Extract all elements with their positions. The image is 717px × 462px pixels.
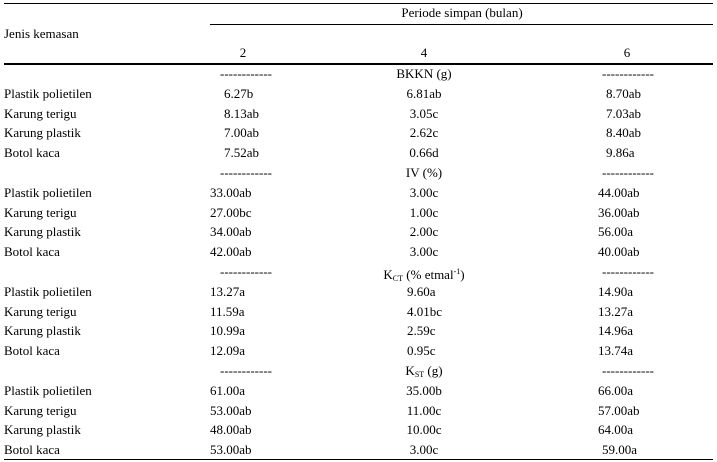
section-dashes-right: ------------ <box>602 165 654 180</box>
row-name: Karung terigu <box>4 304 77 319</box>
cell-value: 53.00ab <box>210 403 252 418</box>
cell-value: 8.13ab <box>224 106 260 121</box>
section-dashes-left: ------------ <box>220 66 272 81</box>
period-header-2: 2 <box>239 45 247 60</box>
cell-value: 8.40ab <box>606 125 642 140</box>
section-dashes-right: ------------ <box>602 363 654 378</box>
row-name: Plastik polietilen <box>4 86 92 101</box>
cell-value: 2.00c <box>409 224 439 239</box>
cell-value: 14.96a <box>598 323 634 338</box>
cell-value: 3.00c <box>409 185 439 200</box>
cell-value: 8.70ab <box>606 86 642 101</box>
row-name: Karung plastik <box>4 125 81 140</box>
cell-value: 61.00a <box>210 383 246 398</box>
cell-value: 10.00c <box>406 422 442 437</box>
row-name: Karung plastik <box>4 323 81 338</box>
cell-value: 10.99a <box>210 323 246 338</box>
cell-value: 9.60a <box>407 284 436 299</box>
cell-value: 4.01bc <box>407 304 443 319</box>
cell-value: 7.00ab <box>224 125 260 140</box>
header-bottom-rule <box>4 63 713 65</box>
section-label-subscript: ST <box>414 370 425 379</box>
row-name: Botol kaca <box>4 244 60 259</box>
cell-value: 44.00ab <box>598 185 640 200</box>
cell-value: 14.90a <box>598 284 634 299</box>
row-name: Plastik polietilen <box>4 383 92 398</box>
cell-value: 0.95c <box>407 343 436 358</box>
cell-value: 48.00ab <box>210 422 252 437</box>
period-header-6: 6 <box>623 45 631 60</box>
row-header-label: Jenis kemasan <box>4 26 79 41</box>
section-label-main: K <box>383 267 393 282</box>
cell-value: 35.00b <box>406 383 442 398</box>
section-label-bkkn: BKKN (g) <box>396 66 452 81</box>
section-label-end: (g) <box>424 363 443 378</box>
section-dashes-left: ------------ <box>220 165 272 180</box>
section-label-iv: IV (%) <box>405 165 443 180</box>
row-name: Plastik polietilen <box>4 284 92 299</box>
cell-value: 1.00c <box>409 205 439 220</box>
section-label-subscript: CT <box>392 274 404 283</box>
cell-value: 53.00ab <box>210 442 252 457</box>
cell-value: 27.00bc <box>210 205 252 220</box>
cell-value: 9.86a <box>606 145 635 160</box>
cell-value: 12.09a <box>210 343 246 358</box>
cell-value: 7.52ab <box>224 145 260 160</box>
cell-value: 2.62c <box>409 125 439 140</box>
cell-value: 7.03ab <box>606 106 642 121</box>
row-name: Karung terigu <box>4 106 77 121</box>
cell-value: 6.81ab <box>406 86 442 101</box>
section-label-unit: (% etmal <box>403 267 454 282</box>
cell-value: 11.00c <box>406 403 442 418</box>
cell-value: 64.00a <box>598 422 634 437</box>
section-label-end: ) <box>460 267 465 282</box>
cell-value: 6.27b <box>224 86 254 101</box>
top-rule <box>4 3 713 4</box>
section-label-superscript: -1 <box>453 267 461 276</box>
cell-value: 40.00ab <box>598 244 640 259</box>
row-name: Karung plastik <box>4 422 81 437</box>
cell-value: 36.00ab <box>598 205 640 220</box>
row-name: Botol kaca <box>4 442 60 457</box>
cell-value: 3.00c <box>409 244 439 259</box>
row-name: Karung terigu <box>4 205 77 220</box>
row-name: Karung terigu <box>4 403 77 418</box>
section-dashes-left: ------------ <box>220 264 272 279</box>
group-header-rule <box>210 24 713 25</box>
cell-value: 59.00a <box>602 442 638 457</box>
cell-value: 66.00a <box>598 383 634 398</box>
cell-value: 2.59c <box>407 323 436 338</box>
section-label-kst <box>405 363 442 383</box>
row-name: Botol kaca <box>4 145 60 160</box>
cell-value: 0.66d <box>409 145 439 160</box>
row-name: Plastik polietilen <box>4 185 92 200</box>
cell-value: 57.00ab <box>598 403 640 418</box>
cell-value: 13.27a <box>210 284 246 299</box>
cell-value: 33.00ab <box>210 185 252 200</box>
section-dashes-right: ------------ <box>602 66 654 81</box>
bottom-rule <box>4 459 713 460</box>
cell-value: 34.00ab <box>210 224 252 239</box>
cell-value: 11.59a <box>210 304 245 319</box>
cell-value: 56.00a <box>598 224 634 239</box>
cell-value: 3.00c <box>409 442 439 457</box>
section-dashes-left: ------------ <box>220 363 272 378</box>
cell-value: 13.74a <box>598 343 634 358</box>
section-dashes-right: ------------ <box>602 264 654 279</box>
cell-value: 13.27a <box>598 304 634 319</box>
period-header-4: 4 <box>420 45 428 60</box>
section-label-main: K <box>405 363 415 378</box>
cell-value: 3.05c <box>409 106 439 121</box>
cell-value: 42.00ab <box>210 244 252 259</box>
group-header-label: Periode simpan (bulan) <box>401 5 523 20</box>
row-name: Karung plastik <box>4 224 81 239</box>
row-name: Botol kaca <box>4 343 60 358</box>
